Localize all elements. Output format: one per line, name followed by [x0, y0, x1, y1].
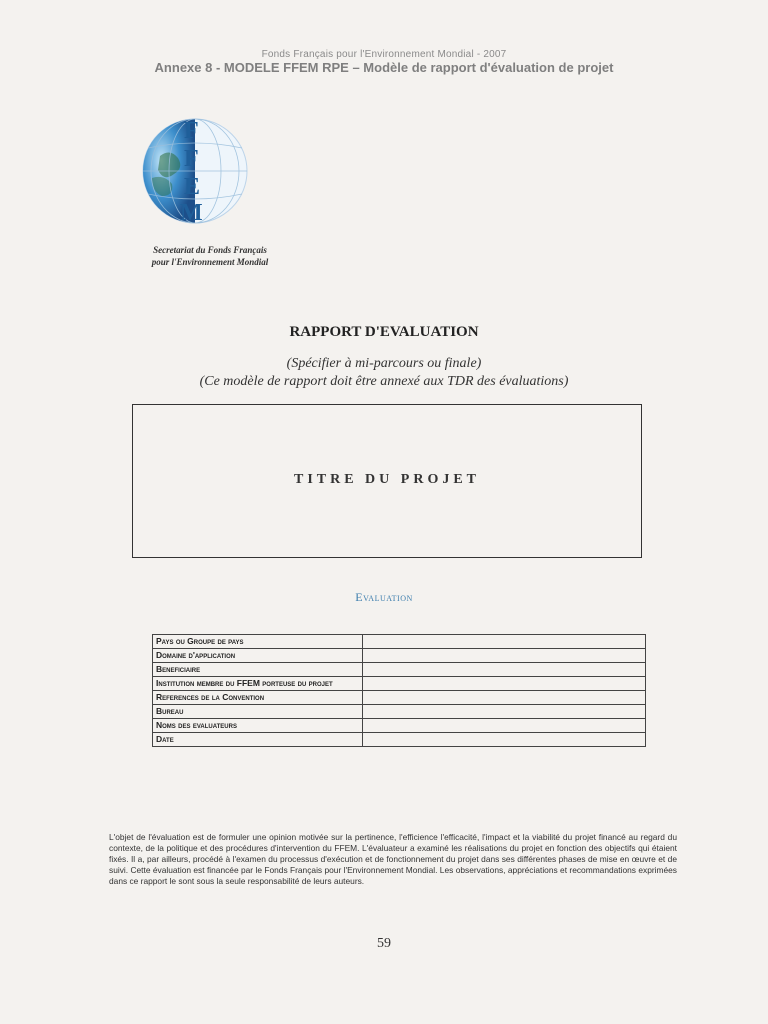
globe-logo-icon [140, 116, 255, 226]
row-label: Noms des evaluateurs [153, 719, 363, 733]
table-row [153, 691, 646, 705]
table-row [153, 663, 646, 677]
table-row [153, 635, 646, 649]
table-row [153, 719, 646, 733]
logo-letter-f1: F [184, 118, 199, 144]
row-value[interactable] [363, 719, 646, 733]
row-value[interactable] [363, 649, 646, 663]
project-title: TITRE DU PROJET [293, 472, 481, 487]
row-value[interactable] [363, 705, 646, 719]
table-row [153, 733, 646, 747]
secretariat-line2: pour l'Environnement Mondial [151, 257, 269, 267]
report-subtitle-2: (Ce modèle de rapport doit être annexé aux TDR des évaluations) [199, 374, 569, 389]
row-value[interactable] [363, 677, 646, 691]
row-value[interactable] [363, 663, 646, 677]
logo-letter-f2: F [184, 146, 199, 172]
row-label: Beneficiaire [153, 663, 363, 677]
row-label: Bureau [153, 705, 363, 719]
evaluation-disclaimer: L'objet de l'évaluation est de formuler une opinion motivée sur la pertinence, l'efficience l'efficacité, l'impact et la viabilité du projet financé au regard du contexte, de la politique et des procédures d'intervention du FFEM. L'évaluateur a examiné les réalisations du projet en fonction des objectifs qui étaient fixés. Il a, par ailleurs, procédé à l'examen du processus d'exécution et de fonctionnement du projet dans ses différentes phases de mise en œuvre et de suivi. Cette évaluation est financée par le Fonds Français pour l'Environnement Mondial. Les observations, appréciations et recommandations exprimées dans ce rapport le sont sous la seule responsabilité de leurs auteurs. [109, 832, 677, 886]
logo-letter-m: M [180, 200, 203, 226]
report-title: RAPPORT D'EVALUATION [289, 324, 479, 340]
table-row [153, 649, 646, 663]
row-label: Institution membre du FFEM porteuse du projet [153, 677, 363, 691]
evaluation-info-table [152, 634, 646, 747]
header-annex-title: Annexe 8 - MODELE FFEM RPE – Modèle de rapport d'évaluation de projet [154, 60, 614, 75]
row-label: Pays ou Groupe de pays [153, 635, 363, 649]
secretariat-caption [120, 244, 300, 268]
row-value[interactable] [363, 691, 646, 705]
row-label: Domaine d'application [153, 649, 363, 663]
table-row [153, 705, 646, 719]
ffem-logo [140, 116, 255, 226]
logo-letter-e: E [184, 174, 201, 200]
header-organization: Fonds Français pour l'Environnement Mondial - 2007 [261, 49, 507, 60]
row-label: References de la Convention [153, 691, 363, 705]
section-heading-evaluation: Evaluation [355, 590, 413, 604]
row-label: Date [153, 733, 363, 747]
page-number: 59 [377, 936, 391, 951]
row-value[interactable] [363, 733, 646, 747]
row-value[interactable] [363, 635, 646, 649]
table-row [153, 677, 646, 691]
report-subtitle-1: (Spécifier à mi-parcours ou finale) [286, 356, 482, 371]
secretariat-line1: Secretariat du Fonds Français [153, 245, 267, 255]
